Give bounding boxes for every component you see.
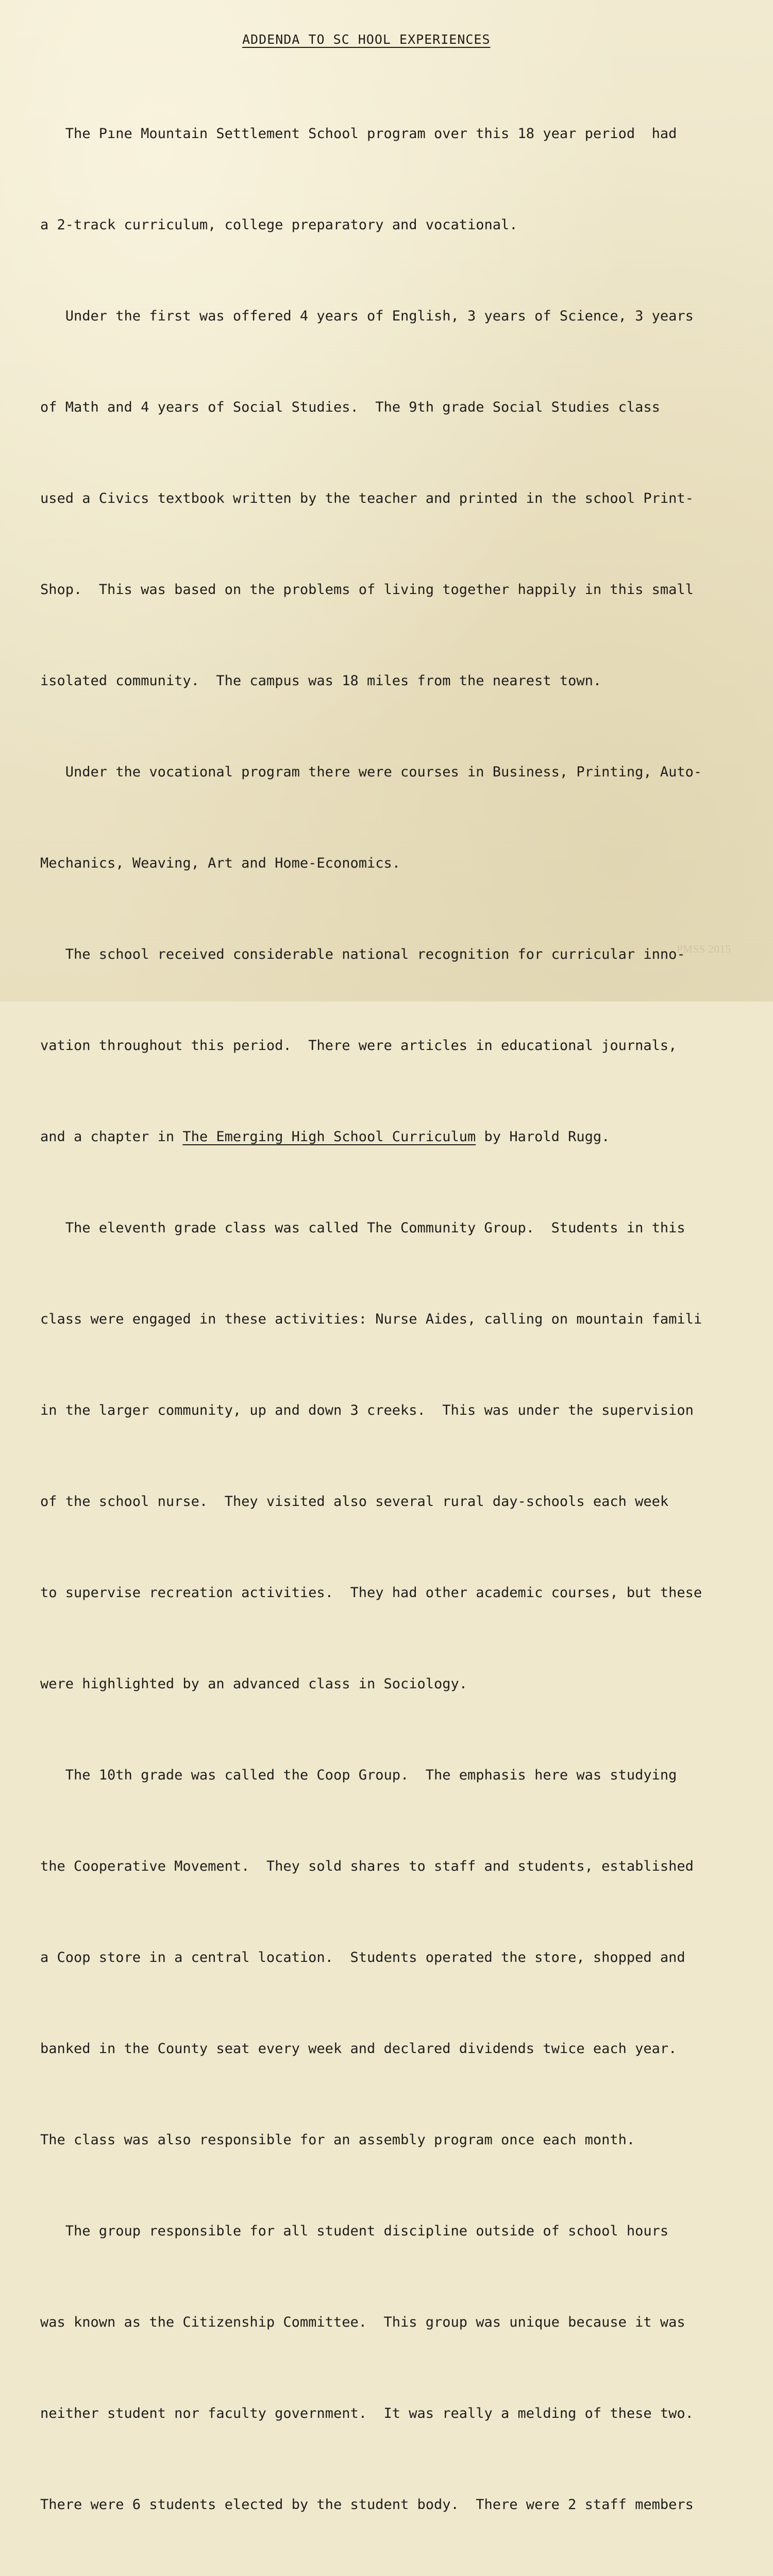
text-line: Under the first was offered 4 years of English, 3 years of Science, 3 years	[40, 308, 694, 324]
text-line: There were 6 students elected by the student body. There were 2 staff members	[40, 2497, 694, 2513]
text-line: used a Civics textbook written by the teacher and printed in the school Print-	[40, 490, 694, 506]
text-line: The school received considerable national recognition for curricular inno-	[40, 946, 685, 962]
document-body	[40, 58, 772, 2576]
text-line: in the larger community, up and down 3 creeks. This was under the supervision	[40, 1402, 694, 1418]
text-line: Mechanics, Weaving, Art and Home-Economics.	[40, 855, 400, 871]
text-line: The Pıne Mountain Settlement School program over this 18 year period had	[40, 126, 677, 142]
text-line: the Cooperative Movement. They sold shares to staff and students, established	[40, 1858, 694, 1874]
text-line: class were engaged in these activities: Nurse Aides, calling on mountain famili	[40, 1311, 702, 1327]
text-line: vation throughout this period. There were articles in educational journals,	[40, 1038, 677, 1054]
text-line: The eleventh grade class was called The Community Group. Students in this	[40, 1220, 685, 1236]
text-line: of the school nurse. They visited also several rural day-schools each week	[40, 1494, 669, 1510]
text-line: The 10th grade was called the Coop Group. The emphasis here was studying	[40, 1767, 677, 1783]
text-line: The class was also responsible for an assembly program once each month.	[40, 2132, 635, 2148]
text-line: banked in the County seat every week and declared dividends twice each year.	[40, 2041, 677, 2057]
text-line: The group responsible for all student discipline outside of school hours	[40, 2223, 669, 2239]
document-title: ADDENDA TO SC HOOL EXPERIENCES	[242, 32, 491, 47]
text-line: to supervise recreation activities. They had other academic courses, but these	[40, 1585, 702, 1601]
text-line: isolated community. The campus was 18 miles from the nearest town.	[40, 673, 602, 689]
book-title: The Emerging High School Curriculum	[182, 1129, 476, 1145]
text-line: was known as the Citizenship Committee. This group was unique because it was	[40, 2314, 685, 2330]
text-line: Shop. This was based on the problems of living together happily in this small	[40, 582, 694, 598]
text-line: were highlighted by an advanced class in Sociology.	[40, 1676, 468, 1692]
book-line-before: and a chapter in	[40, 1129, 183, 1145]
text-line: neither student nor faculty government. It was really a melding of these two.	[40, 2405, 694, 2421]
text-line: a 2-track curriculum, college preparatory and vocational.	[40, 217, 518, 233]
book-line-after: by Harold Rugg.	[476, 1129, 610, 1145]
text-line: Under the vocational program there were courses in Business, Printing, Auto-	[40, 764, 702, 780]
text-line-book	[40, 1122, 772, 1152]
text-line: a Coop store in a central location. Students operated the store, shopped and	[40, 1950, 685, 1965]
archive-watermark: PMSS 2015	[677, 943, 731, 955]
text-line: of Math and 4 years of Social Studies. The 9th grade Social Studies class	[40, 399, 660, 415]
